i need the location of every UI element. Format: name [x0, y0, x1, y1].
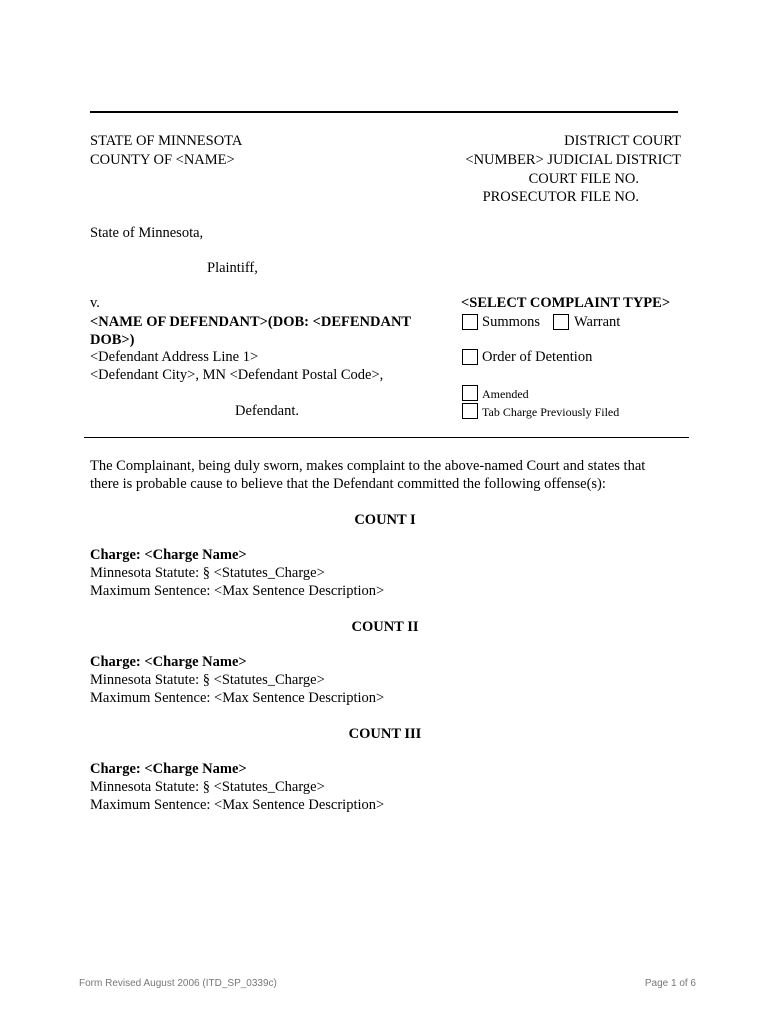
warrant-label: Warrant	[574, 314, 621, 330]
top-rule	[90, 111, 678, 113]
tab-charge-checkbox[interactable]	[462, 403, 478, 419]
prosecutor-file-no: PROSECUTOR FILE NO.	[482, 189, 639, 205]
charge-name: Charge: <Charge Name>	[90, 547, 247, 563]
county-heading: COUNTY OF <NAME>	[90, 152, 235, 168]
defendant-address-line1: <Defendant Address Line 1>	[90, 349, 259, 365]
warrant-checkbox[interactable]	[553, 314, 569, 330]
max-sentence: Maximum Sentence: <Max Sentence Description>	[90, 583, 385, 599]
defendant-label: Defendant.	[235, 403, 300, 419]
defendant-name-line2: DOB>)	[90, 332, 135, 348]
footer-page-number: Page 1 of 6	[644, 978, 696, 989]
defendant-name-line1: <NAME OF DEFENDANT>(DOB: <DEFENDANT	[90, 314, 412, 330]
intro-line1: The Complainant, being duly sworn, makes complaint to the above-named Court and states that	[90, 458, 646, 474]
amended-label: Amended	[482, 387, 529, 401]
charge-name: Charge: <Charge Name>	[90, 654, 247, 670]
charge-name: Charge: <Charge Name>	[90, 761, 247, 777]
count-title: COUNT II	[351, 619, 419, 635]
footer-form-revision: Form Revised August 2006 (ITD_SP_0339c)	[79, 978, 277, 989]
intro-line2: there is probable cause to believe that the Defendant committed the following offense(s):	[90, 476, 606, 492]
order-of-detention-checkbox[interactable]	[462, 349, 478, 365]
plaintiff-name: State of Minnesota,	[90, 225, 204, 241]
summons-checkbox[interactable]	[462, 314, 478, 330]
defendant-address-line2: <Defendant City>, MN <Defendant Postal Code>,	[90, 367, 384, 383]
statute: Minnesota Statute: § <Statutes_Charge>	[90, 779, 325, 795]
court-file-no: COURT FILE NO.	[528, 171, 639, 187]
statute: Minnesota Statute: § <Statutes_Charge>	[90, 672, 325, 688]
tab-charge-label: Tab Charge Previously Filed	[482, 405, 620, 419]
complaint-type-heading: <SELECT COMPLAINT TYPE>	[461, 295, 671, 311]
order-of-detention-label: Order of Detention	[482, 349, 593, 365]
count-title: COUNT I	[354, 512, 416, 528]
max-sentence: Maximum Sentence: <Max Sentence Description>	[90, 797, 385, 813]
statute: Minnesota Statute: § <Statutes_Charge>	[90, 565, 325, 581]
max-sentence: Maximum Sentence: <Max Sentence Description>	[90, 690, 385, 706]
court-heading: DISTRICT COURT	[564, 133, 681, 149]
judicial-district: <NUMBER> JUDICIAL DISTRICT	[465, 152, 681, 168]
amended-checkbox[interactable]	[462, 385, 478, 401]
versus: v.	[90, 295, 100, 311]
caption-divider	[84, 437, 689, 438]
plaintiff-label: Plaintiff,	[207, 260, 258, 276]
state-heading: STATE OF MINNESOTA	[90, 133, 243, 149]
count-title: COUNT III	[348, 726, 422, 742]
summons-label: Summons	[482, 314, 541, 330]
